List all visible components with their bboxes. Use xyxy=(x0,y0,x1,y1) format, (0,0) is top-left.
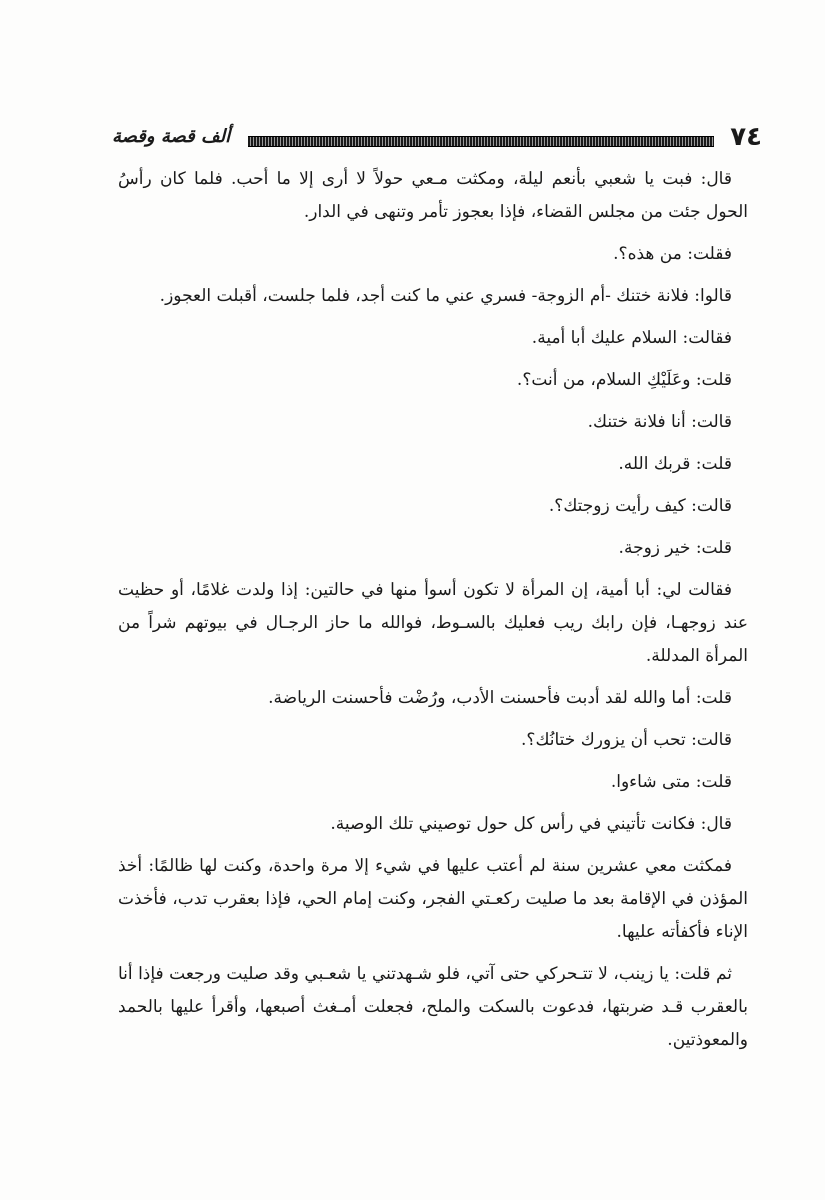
paragraph: فقالت: السلام عليك أبا أمية. xyxy=(531,328,732,348)
paragraph: قالت: تحب أن يزورك ختانُك؟. xyxy=(521,730,732,750)
paragraph: ثم قلت: يا زينب، لا تتـحركي حتى آتي، فلو شـهدتني يا شعـبي وقد صليت ورجعت فإذا أنا بالعقرب قـد ضربتها، فدعوت بالسكت والملح، فجعلت أمـغث أصبعها، وأقرأ عليها بالحمد والمعوذتين. xyxy=(118,964,748,1050)
page-number: ٧٤ xyxy=(730,122,762,152)
paragraph: فقلت: من هذه؟. xyxy=(613,244,732,264)
paragraph: قالت: أنا فلانة ختنك. xyxy=(587,412,732,432)
book-title: ألف قصة وقصة xyxy=(112,126,231,147)
page-body xyxy=(118,163,748,1066)
paragraph: قلت: قربك الله. xyxy=(618,454,732,474)
paragraph: قلت: وعَلَيْكِ السلام، من أنت؟. xyxy=(516,370,732,390)
header-rule xyxy=(248,136,714,147)
paragraph: فمكثت معي عشرين سنة لم أعتب عليها في شيء إلا مرة واحدة، وكنت لها ظالمًا: أخذ المؤذن في الإقامة بعد ما صليت ركعـتي الفجر، وكنت إمام الحي، فإذا بعقرب تدب، فأخذت الإناء فأكفأته عليها. xyxy=(118,856,748,942)
paragraph: قلت: متى شاءوا. xyxy=(610,772,732,792)
paragraph: فقالت لي: أبا أمية، إن المرأة لا تكون أسوأ منها في حالتين: إذا ولدت غلامًا، أو حظيت عند زوجهـا، فإن رابك ريب فعليك بالسـوط، فوالله ما حاز الرجـال في بيوتهم شراً من المرأة المدللة. xyxy=(118,580,748,666)
paragraph: قال: فكانت تأتيني في رأس كل حول توصيني تلك الوصية. xyxy=(330,814,732,834)
page-header xyxy=(112,112,762,152)
paragraph: قالت: كيف رأيت زوجتك؟. xyxy=(548,496,732,516)
paragraph: قالوا: فلانة ختنك -أم الزوجة- فسري عني ما كنت أجد، فلما جلست، أقبلت العجوز. xyxy=(159,286,732,306)
paragraph: قال: فبت يا شعبي بأنعم ليلة، ومكثت مـعي حولاً لا أرى إلا ما أحب. فلما كان رأسُ الحول جئت من مجلس القضاء، فإذا بعجوز تأمر وتنهى في الدار. xyxy=(118,169,748,222)
paragraph: قلت: خير زوجة. xyxy=(618,538,732,558)
paragraph: قلت: أما والله لقد أدبت فأحسنت الأدب، ورُضْت فأحسنت الرياضة. xyxy=(268,688,732,708)
